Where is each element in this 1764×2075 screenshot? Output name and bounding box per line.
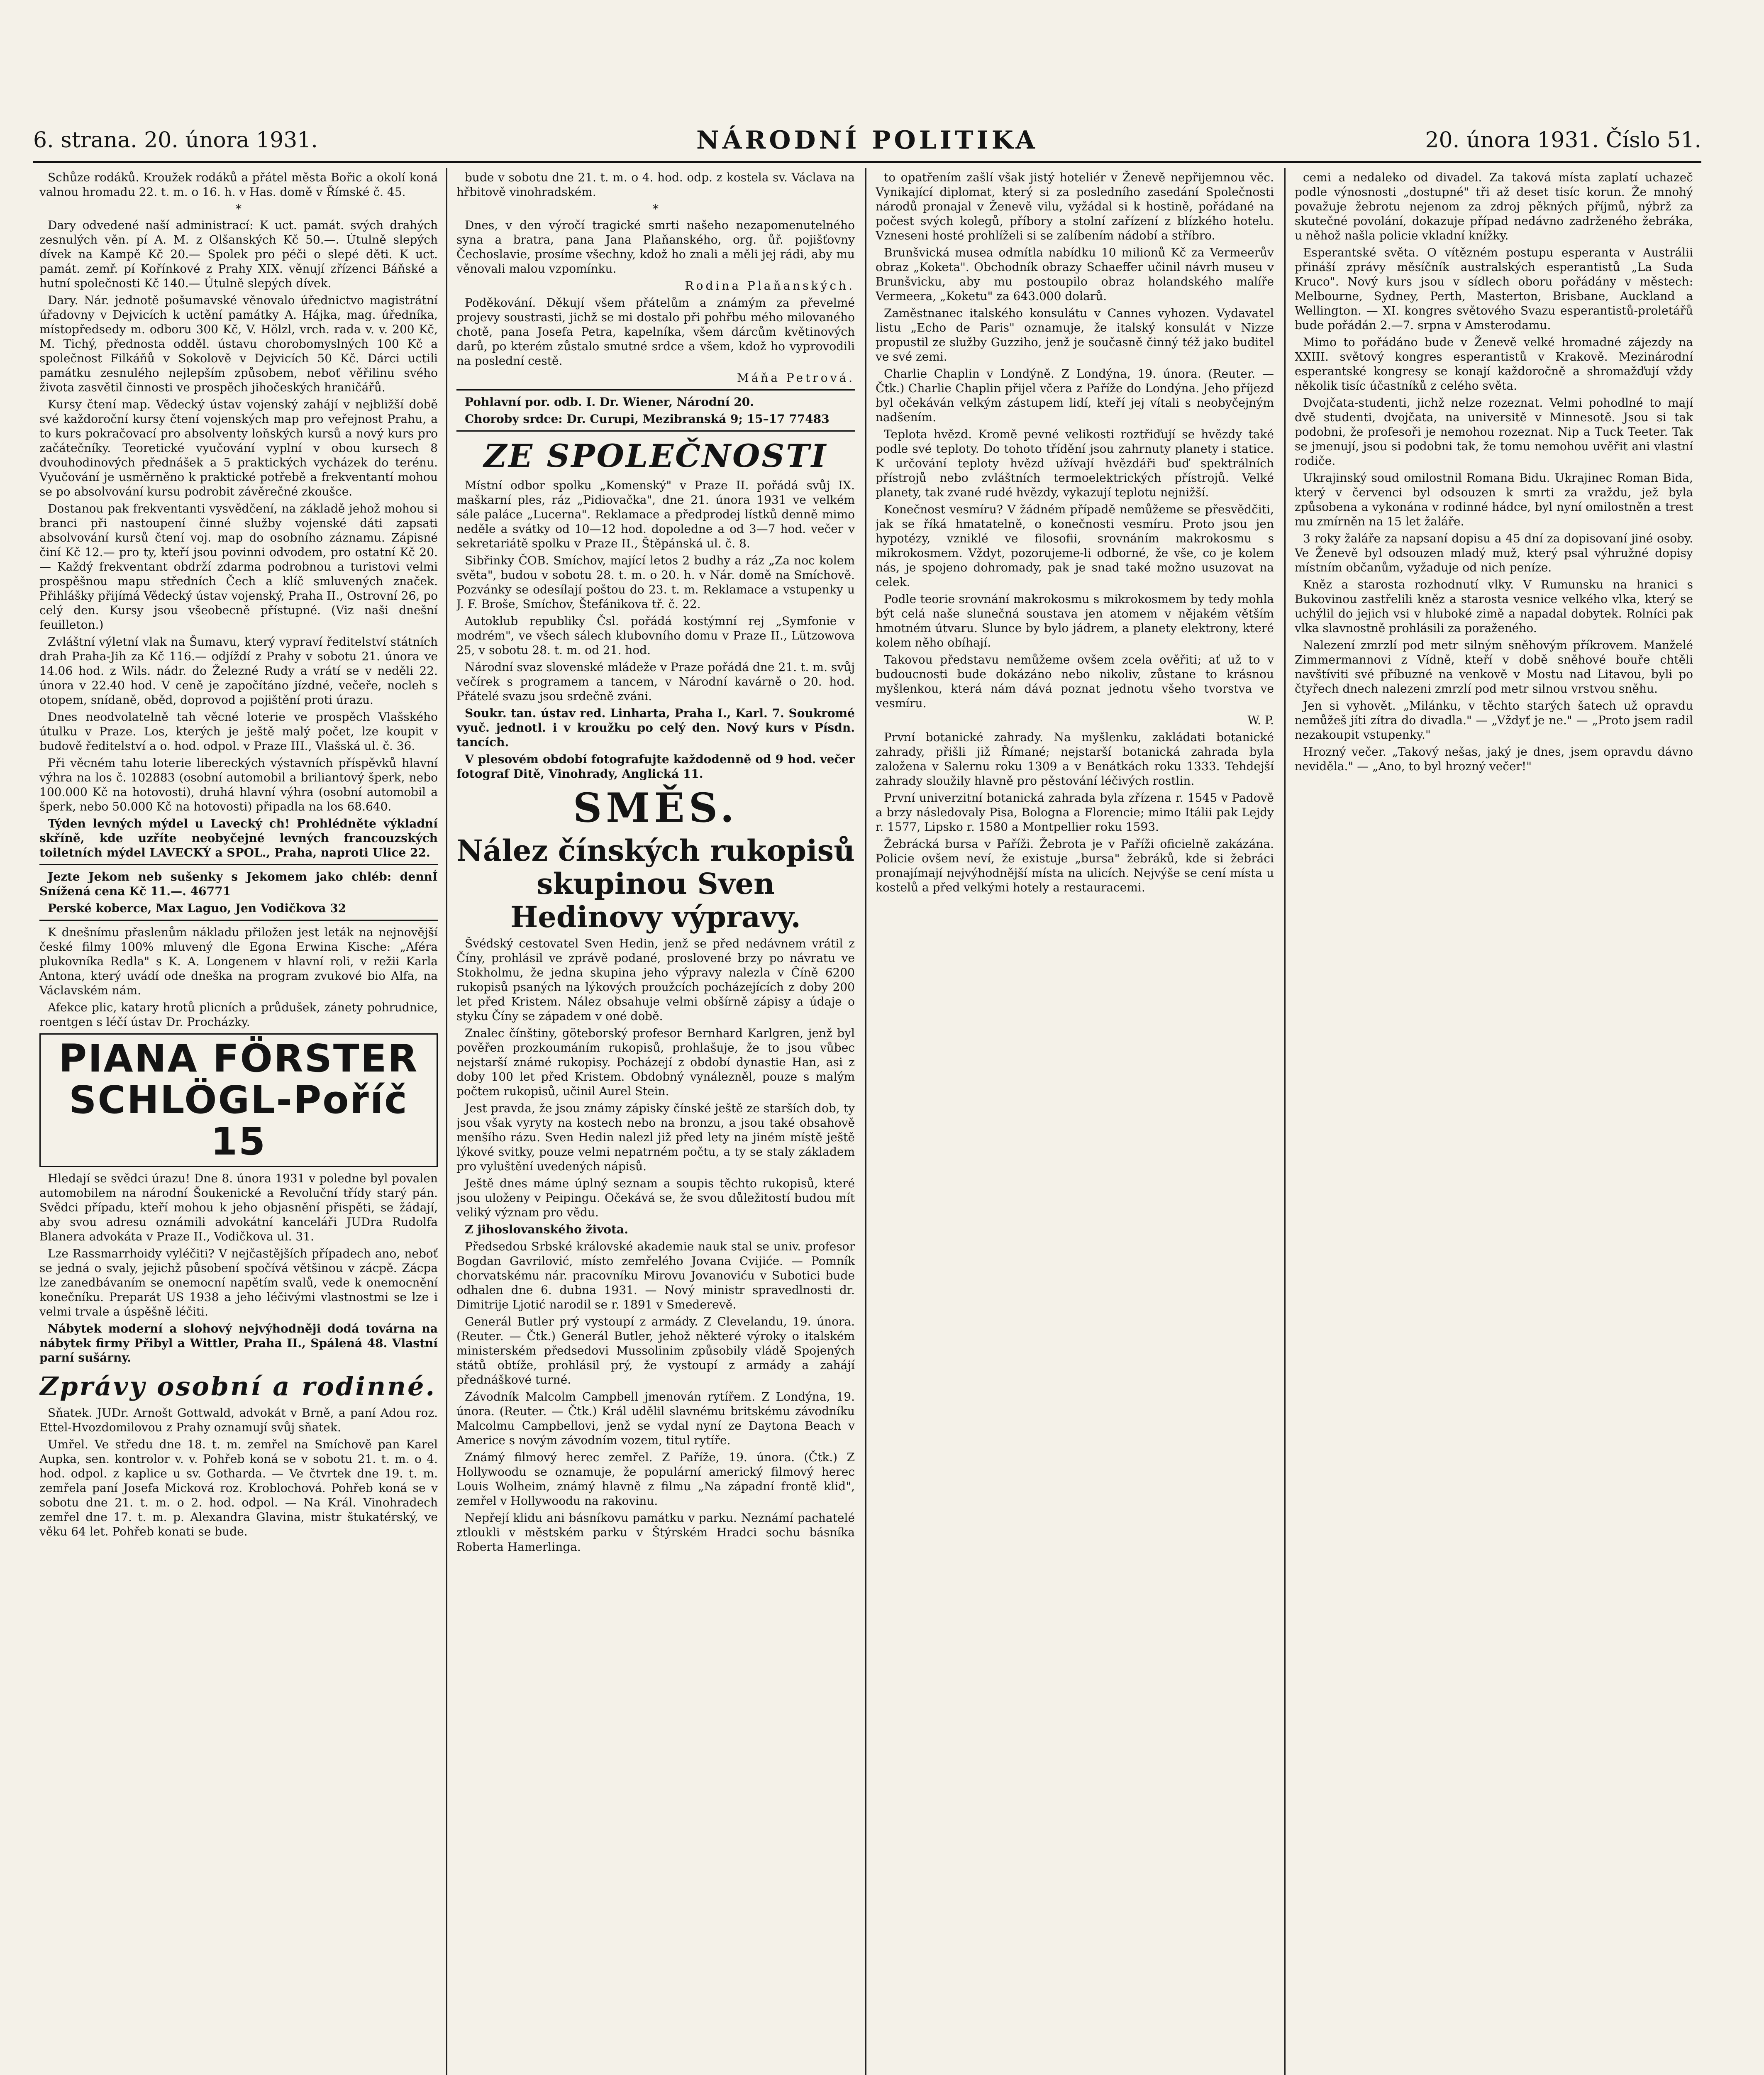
article-umrti: Umřel. Ve středu dne 18. t. m. zemřel na Smíchově pan Karel Aupka, sen. kontrolor v. v. Pohřeb koná se v sobotu 21. t. m. o 4. hod. odpol. z kaplice u sv. Gotharda. — Ve čtvrtek dne 19. t. m. zemřela paní Josefa Micková roz. Kroblochová. Pohřeb koná se v sobotu dne 21. t. m. o 2. hod. odpol. — Na Král. Vinohradech zemřel dne 17. t. m. p. Alexandra Glavina, mistr štukatérský, ve věku 64 let. Pohřeb konati se bude. — [39, 1438, 438, 1538]
divider-rule — [456, 430, 855, 432]
article-botanicke-zahrady: První botanické zahrady. Na myšlenku, zakládati botanické zahrady, přišli již Římané; nejstarší botanická zahrada byla založena v Salernu roku 1309 a v Benátkách roku 1333. Tehdejší zahrady sloužily hlavně pro pěstování léčivých rostlin. — [876, 730, 1274, 788]
article-teplota-hvezd: Teplota hvězd. Kromě pevné velikosti roztřiďují se hvězdy také podle své teploty. Do tohoto třídění jsou zahrnuty planety i statice. K určování teploty hvězd užívají hvězdáři buď spektrálních přístrojů nebo zvláštních termoelektrických přístrojů. Velké planety, tak zvané rudé hvězdy, vykazují teplotu nejnižší. — [876, 427, 1274, 499]
article-dopisy: 3 roky žaláře za napsaní dopisu a 45 dní za dopisovaní jiné osoby. Ve Ženevě byl odsouzen mladý muž, který psal výhružné dopisy místním občanům, vyžaduje od nich peníze. — [1295, 532, 1693, 574]
joke-divadlo: Jen si vyhovět. „Milánku, v těchto starých šatech už opravdu nemůžeš jíti zítra do divadla." — „Vždyť je ne." — „Proto jsem radil nezakoupit vstupenky." — [1295, 699, 1693, 742]
article-pohreb-cont: bude v sobotu dne 21. t. m. o 4. hod. odp. z kostela sv. Václava na hřbitově vinohradském. — [456, 171, 855, 199]
article-butler: Generál Butler prý vystoupí z armády. Z Clevelandu, 19. února. (Reuter. — Čtk.) Generál Butler, jehož některé výroky o italském ministerském předsedovi Mussolinim způsobily vládě Spojených států obtíže, prohlásil prý, že vystoupí z armády a zahájí přednáškové turné. — [456, 1315, 855, 1387]
article-hedin-2: Znalec čínštiny, göteborský profesor Bernhard Karlgren, jenž byl pověřen prozkoumáním rukopisů, prohlašuje, že to jsou vůbec nejstarší známé rukopisy. Pocházejí z období dynastie Han, asi z doby 100 let před Kristem. Obdobný vynálezněl, pouze s malým počtem rukopisů, učinil Aurel Stein. — [456, 1026, 855, 1098]
article-svedci-urazu: Hledají se svědci úrazu! Dne 8. února 1931 v poledne byl povalen automobilem na národní Šoukenické a Revoluční třídy starý pán. Svědci případu, kteří mohou k jeho objasnění přispěti, se žádají, aby svou adresu oznámili advokátní kanceláři JUDra Rudolfa Blanera advokáta v Praze II., Vodičkova ul. 31. — [39, 1172, 438, 1243]
article-schuze-rodaku: Schůze rodáků. Kroužek rodáků a přátel města Bořic a okolí koná valnou hromadu 22. t. m. o 16. h. v Has. domě v Římské č. 45. — [39, 171, 438, 199]
article-dary-administrace: Dary odvedené naší administrací: K uct. památ. svých drahých zesnulých věn. pí A. M. z Olšanských Kč 50.—. Útulně slepých dívek na Kampě Kč 20.— Spolek pro péči o slepé děti. K uct. památ. zemř. pí Kořínkové z Prahy XIX. věnují zřízenci Báňské a hutní společnosti Kč 140.— Útulně slepých dívek. — [39, 218, 438, 290]
article-slovenska-mladez: Národní svaz slovenské mládeže v Praze pořádá dne 21. t. m. svůj večírek s programem a tancem, v Národní kavárně o 20. hod. Přátelé svazu jsou srdečně zváni. — [456, 660, 855, 703]
divider-rule — [456, 389, 855, 391]
article-loterie-liberec: Při věcném tahu loterie libereckých výstavních příspěvků hlavní výhra na los č. 102883 (osobní automobil a briliantový šperk, nebo 100.000 Kč na hotovosti), druhá hlavní výhra (osobní automobil a šperk, nebo 50.000 Kč na hotovosti) připadla na los 68.640. — [39, 756, 438, 813]
ad-wiener: Pohlavní por. odb. I. Dr. Wiener, Národní 20. — [465, 395, 754, 409]
section-title-smes: SMĚS. — [573, 784, 739, 831]
article-konsulat: Zaměstnanec italského konsulátu v Cannes vyhozen. Vydavatel listu „Echo de Paris" oznamuje, že italský konsulát v Nizze propustil ze služby Guzziho, jenž je současně činný též jako buditel ve své zemi. — [876, 306, 1274, 364]
article-vermeer: Brunšvická musea odmítla nabídku 10 milionů Kč za Vermeerův obraz „Koketa". Obchodník obrazy Schaeffer učinil návrh museu v Brunšvicku, aby mu postoupilo obraz holandského malíře Vermeera, „Koketu" za 643.000 dolarů. — [876, 246, 1274, 303]
header-rule — [33, 161, 1701, 163]
section-title-spolecnosti: ZE SPOLEČNOSTI — [483, 437, 828, 474]
article-hamerling: Nepřejí klidu ani básníkovu památku v parku. Neznámí pachatelé ztloukli v městském parku v Štýrském Hradci sochu básníka Roberta Hamerlinga. — [456, 1511, 855, 1554]
page-header — [33, 124, 1701, 158]
column-4 — [1295, 170, 1693, 2075]
article-zebraci-cont: cemi a nedaleko od divadel. Za taková místa zaplatí uchazeč podle výnosnosti „dostupné" tři až deset tisíc korun. Že mnohý považuje žebrotu nejenom za zdroj pěkných příjmů, nýbrž za skutečné povolání, dokazuje případ nedávno zadrženého žebráka, u něhož našla policie vkladní knížky. — [1295, 171, 1693, 242]
ad-piana-forster — [39, 1033, 438, 1167]
column-separator — [446, 168, 447, 2075]
column-3 — [876, 170, 1274, 2075]
column-separator — [1284, 168, 1286, 2075]
article-komensky-ples: Místní odbor spolku „Komenský" v Praze II. pořádá svůj IX. maškarní ples, ráz „Pidiovačka", dne 21. února 1931 ve velkém sále paláce „Lucerna". Reklamace a předprodej lístků denně mimo neděle a svátky od 10—12 hod. dopoledne a od 3—7 hod. večer v sekretariátě spolku v Praze II., Štěpánská ul. č. 8. — [456, 478, 855, 550]
column-2 — [456, 170, 855, 2075]
header-issue-number: 20. února 1931. Číslo 51. — [1425, 128, 1701, 153]
article-sibrinky-cob: Sibřinky ČOB. Smíchov, mající letos 2 budhy a ráz „Za noc kolem světa", budou v sobotu 28. t. m. o 20. h. v Nár. domě na Smíchově. Pozvánky se odesílají poštou do 23. t. m. Reklamace a vstupenky u J. F. Broše, Smíchov, Štefánikova tř. č. 22. — [456, 554, 855, 611]
header-page-date: 6. strana. 20. února 1931. — [33, 128, 318, 153]
article-podekovani-petr: Poděkování. Děkují všem přátelům a známým za převelmé projevy soustrasti, jichž se mi dostalo při pohřbu mého milovaného chotě, pana Josefa Petra, kapelníka, všem dárcům květinových darů, po kterém zůstalo smutné srdce a všem, kdož ho vyprovodili na poslední cestě. — [456, 296, 855, 368]
article-esperanto-cont: Mimo to pořádáno bude v Ženevě velké hromadné zájezdy na XXIII. světový kongres esperantistů v Krakově. Mezinárodní esperantské kongresy se konají každoročně a shromažďují vždy několik tisíc účastníků z celého světa. — [1295, 335, 1693, 393]
ad-jekom: Jezte Jekom neb sušenky s Jekomem jako chléb: dennÍ Snížená cena Kč 11.—. 46771 — [39, 870, 438, 898]
article-zmrzli: Nalezení zmrzlí pod metr silným sněhovým příkrovem. Manželé Zimmermannovi z Vídně, kteří v době sněhové bouře chtěli navštíviti své příbuzné na venkově v Mostu nad Litavou, byli po čtyřech dnech nalezeni zmrzlí pod metr silnou vrstvou sněhu. — [1295, 638, 1693, 696]
divider-star: * — [236, 202, 242, 216]
joke-vecer: Hrozný večer. „Takový nešas, jaký je dnes, jsem opravdu dávno neviděla." — „Ano, to byl hrozný večer!" — [1295, 745, 1693, 773]
ad-lavecky-mydla: Týden levných mýdel u Lavecký ch! Prohlédněte výkladní skříně, kde uzříte neobyčejné levných francouzských toiletních mýdel LAVECKÝ a SPOL., Praha, naproti Ulice 22. — [39, 817, 438, 859]
divider-star: * — [653, 202, 659, 216]
ad-perske-koberce: Perské koberce, Max Laguo, Jen Vodičkova 32 — [48, 901, 346, 915]
article-loterie-vlassky: Dnes neodvolatelně tah věcné loterie ve prospěch Vlašského útulku v Praze. Los, kterých je ještě malý počet, lze koupit v budově ředitelství a o. hod. odpol. v Praze III., Vlašská ul. č. 36. — [39, 710, 438, 753]
subhead-jugo: Z jihoslovanského života. — [465, 1223, 628, 1236]
article-esperanto: Esperantské světa. O vítězném postupu esperanta v Austrálii přináší zprávy měsíčník australských esperantistů „La Suda Kruco". Nový kurs jsou v sídlech oboru pořádány v městech: Melbourne, Sydney, Perth, Masterton, Brisbane, Auckland a Wellington. — XI. kongres světového Svazu esperantistů-proletářů bude pořádán 2.—7. srpna v Amsterodamu. — [1295, 246, 1693, 332]
ad-hemorrhoidy: Lze Rassmarrhoidy vyléčiti? V nejčastějších případech ano, neboť se jedná o svaly, jejichž působení spočívá většinou v zácpě. Zácpa lze zanedbávaním se onemocní napětím svalů, vede k onemocnění konečníku. Preparát US 1938 a jeho léčivými vlastnostmi se lze i velmi trvale a úspěšně léčiti. — [39, 1247, 438, 1318]
divider-rule — [39, 920, 438, 921]
column-separator — [865, 168, 866, 2075]
article-wolheim: Známý filmový herec zemřel. Z Paříže, 19. února. (Čtk.) Z Hollywoodu se oznamuje, že populární americký filmový herec Louis Wolheim, známý hlavně z filmu „Na západní frontě klid", zemřel v Hollywoodu na rakovinu. — [456, 1450, 855, 1508]
masthead-title: NÁRODNÍ POLITIKA — [696, 126, 1038, 155]
ad-piana-title: PIANA FÖRSTER — [59, 1036, 419, 1081]
signature-petrova: Máňa Petrová. — [737, 371, 855, 385]
article-dvojcata: Dvojčata-studenti, jichž nelze rozeznat. Velmi pohodlné to mají dvě studenti, dvojčata, na universitě v Minnesotě. Jsou si tak podobni, že profesoři je nemohou rozeznat. Nip a Tuck Teeter. Tak se jmenují, jsou si podobni tak, že tomu nemohou uvěřit ani vlastní rodiče. — [1295, 396, 1693, 468]
article-kursy-map: Kursy čtení map. Vědecký ústav vojenský zahájí v nejbližší době své každoroční kursy čtení vojenských map pro veřejnost Prahu, a to kurs pokračovací pro absolventy loňských kursů a nový kurs pro začátečníky. Teoretické vyučování vyplní v obou kursech 8 dvouhodinových přednášek a 5 praktických vycházek do terénu. Vyučování je usměrněno k praktické potřebě a frekventantí mohou se po absolvování kursu podrobit závěrečné zkoušce. — [39, 398, 438, 498]
headline-hedin: Nález čínských rukopisů skupinou Sven Hedinovy výpravy. — [456, 833, 855, 934]
article-bida: Ukrajinský soud omilostnil Romana Bidu. Ukrajinec Roman Bida, který v červenci byl odsouzen k smrti za vraždu, jež byla způsobena a vykonána v rodinné hádce, byl nyní omilostněn a trest mu zmírněn na 15 let žaláře. — [1295, 471, 1693, 528]
ad-fotograf-dite: V plesovém období fotografujte každodenně od 9 hod. večer fotograf Ditě, Vinohrady, Anglická 11. — [456, 752, 855, 781]
article-konecnost-vesmiru: Konečnost vesmíru? V žádném případě nemůžeme se přesvědčiti, jak se říká hmatatelně, o konečnosti vesmíru. Proto jsou jen hypotézy, vzniklé ve filosofii, srovnáním makrokosmu s mikrokosmem. Vždyt, pozorujeme-li odborné, že vše, co je kolem nás, je spojeno dohromady, pak je snad také možno usuzovat na celek. — [876, 503, 1274, 589]
signature-wp: W. P. — [1247, 713, 1274, 727]
article-vzpominka-planansky: Dnes, v den výročí tragické smrti našeho nezapomenutelného syna a bratra, pana Jana Plaňanského, org. ůř. pojišťovny Čechoslavie, prosíme všechny, kdož ho znali a měli jej rádi, aby mu věnovali malou vzpomínku. — [456, 218, 855, 276]
article-zebracka-bursa: Žebrácká bursa v Paříži. Žebrota je v Paříži oficielně zakázána. Policie ovšem neví, že existuje „bursa" žebráků, kde si žebráci pronajímají nejvýhodnější místa na ulicích. Nejvýše se cení místa u kostelů a před velkými hotely a restauracemi. — [876, 837, 1274, 894]
article-hedin-3: Jest pravda, že jsou známy zápisky čínské ještě ze starších dob, ty jsou však vyryty na kostech nebo na bronzu, a jsou také obsahově menšího rázu. Sven Hedin nalezl již před lety na jiném místě ještě lýkové svitky, pouze velmi nepatrném počtu, a ty se staly základem pro vyluštění uvedených nápisů. — [456, 1101, 855, 1173]
ad-piana-address: SCHLÖGL-Poříč 15 — [69, 1078, 408, 1164]
article-vesmir-cont: Podle teorie srovnání makrokosmu s mikrokosmem by tedy mohla být celá naše slunečná soustava jen atomem v nějakém větším hmotném útvaru. Slunce by bylo jádrem, a planety elektrony, které kolem něho obíhají. — [876, 592, 1274, 649]
column-1 — [39, 170, 438, 2075]
ad-linhart-tanec: Soukr. tan. ústav red. Linharta, Praha I., Karl. 7. Soukromé vyuč. jednotl. i v kroužku po celý den. Nový kurs v Písdn. tancích. — [456, 706, 855, 749]
article-dary: Dary. Nár. jednotě pošumavské věnovalo úřednictvo magistrátní úřadovny v Dejvicích k uctění památky A. Hájka, mag. úředníka, místopředsedy m. odboru 300 Kč, V. Hölzl, vrch. rada v. v. 200 Kč, M. Tichý, přednosta odděl. ústavu chorobomyslných 100 Kč a společnost Filkáňů v Sokolově v Dejvicích 50 Kč. Dárci uctili památku zesnulého nejlepším způsobem, neboť věřilinu svého života zasvětil činnosti ve prospěch jihočeských hraničářů. — [39, 293, 438, 394]
article-snatek: Sňatek. JUDr. Arnošt Gottwald, advokát v Brně, a paní Adou roz. Ettel-Hvozdomilovou z Prahy oznamují svůj sňatek. — [39, 1406, 438, 1434]
section-title-osobni: Zprávy osobní a rodinné. — [39, 1371, 437, 1401]
article-vlci: Kněz a starosta rozhodnutí vlky. V Rumunsku na hranici s Bukovinou zastřelili kněz a starosta vesnice velkého vlka, který se uchýlil do jejich vsi v hluboké zimě a napadal dobytek. Rolníci pak vlka slavnostně prohlásili za poraženého. — [1295, 578, 1693, 635]
ad-curupi: Choroby srdce: Dr. Curupi, Mezibranská 9; 15–17 77483 — [465, 412, 830, 426]
ad-afekce-plic: Afekce plic, katary hrotů plicních a průdušek, zánety pohrudnice, roentgen s léčí ústav Dr. Procházky. — [39, 1001, 438, 1029]
divider-rule — [39, 864, 438, 865]
article-campbell: Závodník Malcolm Campbell jmenován rytířem. Z Londýna, 19. února. (Reuter. — Čtk.) Král udělil slavnému britskému závodníku Malcolmu Campbellovi, jenž se vydal nyní ze Daytona Beach v Americe s novým závodním vozem, titul rytíře. — [456, 1390, 855, 1447]
article-kursy-map-cont: Dostanou pak frekventanti vysvědčení, na základě jehož mohou si branci při nastoupení činné služby vojenské dáti zapsati absolvování kursů čtení voj. map do osobního záznamu. Zápisné činí Kč 12.— pro ty, kteří jsou povinni odvodem, pro ostatní Kč 20.— Každý frekventant obdrží zdarma podrobnou a turistovi velmi prospěšnou mapu středních Čech a klíč smluvených značek. Přihlášky přijímá Vědecký ústav vojenský, Praha II., Ostrovní 26, po celý den. Kursy jsou všeobecně přístupné. (Viz naši dnešní feuilleton.) — [39, 502, 438, 632]
article-hedin-1: Švédský cestovatel Sven Hedin, jenž se před nedávnem vrátil z Číny, prohlásil ve zprávě podané, proslovené brzy po návratu ve Stokholmu, že jedna skupina jeho výpravy nalezla v Číně 6200 rukopisů psaných na lýkových proužcích pocházejících z doby 200 let před Kristem. Nález obsahuje velmi obšírně zápisy a údaje o styku Číny se západem v oné době. — [456, 937, 855, 1023]
article-vesmir-end: Takovou představu nemůžeme ovšem zcela ověřiti; ať už to v budoucnosti bude dokázáno nebo nikoliv, zůstane to krásnou myšlenkou, která nám dává poznat jednotu všeho tvorstva ve vesmíru. — [876, 653, 1274, 710]
article-jugo: Předsedou Srbské královské akademie nauk stal se univ. profesor Bogdan Gavrilović, místo zemřelého Jovana Cvijiće. — Pomník chorvatskému nár. pracovníku Mirovu Jovanoviću v Subotici bude odhalen dne 6. dubna 1931. — Nový ministr spravedlnosti dr. Dimitrije Ljotić narodil se r. 1891 v Smederevě. — [456, 1240, 855, 1311]
article-vylet-sumava: Zvláštní výletní vlak na Šumavu, který vypraví ředitelství státních drah Praha-Jih za Kč 116.— odjíždí z Prahy v sobotu 21. února ve 14.06 hod. z Wils. nádr. do Železné Rudy a vrátí se v neděli 22. února v 22.40 hod. V ceně je započítáno jízdné, večeře, nocleh s otopem, snídaně, oběd, doprovod a pojištění proti úrazu. — [39, 635, 438, 707]
article-botanicke-cont: První univerzitní botanická zahrada byla zřízena r. 1545 v Padově a brzy následovaly Pisa, Bologna a Florencie; mimo Itálii pak Lejdy r. 1577, Lipsko r. 1580 a Montpellier roku 1593. — [876, 791, 1274, 834]
article-autoklub: Autoklub republiky Čsl. pořádá kostýmní rej „Symfonie v modrém", ve všech sálech klubovního domu v Praze II., Lützowova 25, v sobotu 28. t. m. od 21. hod. — [456, 614, 855, 657]
article-chaplin: Charlie Chaplin v Londýně. Z Londýna, 19. února. (Reuter. — Čtk.) Charlie Chaplin přijel včera z Paříže do Londýna. Jeho příjezd byl očekáván velkým zástupem lidí, kteří jej vítali s neobyčejným nadšením. — [876, 367, 1274, 424]
article-hedin-4: Ještě dnes máme úplný seznam a soupis těchto rukopisů, které jsou uloženy v Peipingu. Očekává se, že svou důležitostí budou mít veliký význam pro vědu. — [456, 1177, 855, 1219]
ad-nabytek: Nábytek moderní a slohový nejvýhodněji dodá továrna na nábytek firmy Přibyl a Wittler, Praha II., Spálená 48. Vlastní parní sušárny. — [39, 1322, 438, 1365]
signature-planansky: Rodina Plaňanských. — [685, 279, 855, 293]
article-letak-film: K dnešnímu přaslenům nákladu přiložen jest leták na nejnovější české filmy 100% mluvený dle Egona Erwina Kische: „Aféra plukovníka Redla" s K. A. Longenem v hlavní roli, v režii Karla Antona, který uvádí ode dneška na program zvukové bio Alfa, na Václavském nám. — [39, 925, 438, 997]
article-hotelier: to opatřením zašlí však jistý hoteliér v Ženevě nepřijemnou věc. Vynikající diplomat, který si za posledního zasedání Společnosti národů pronajal v Ženevě vilu, vyžádal si k hostině, pořádané na počest svých kolegů, příbory a stolní zařízení z blízkého hotelu. Vzneseni hosté prohlíželi si se zalíbením nádobí a stříbro. — [876, 171, 1274, 242]
